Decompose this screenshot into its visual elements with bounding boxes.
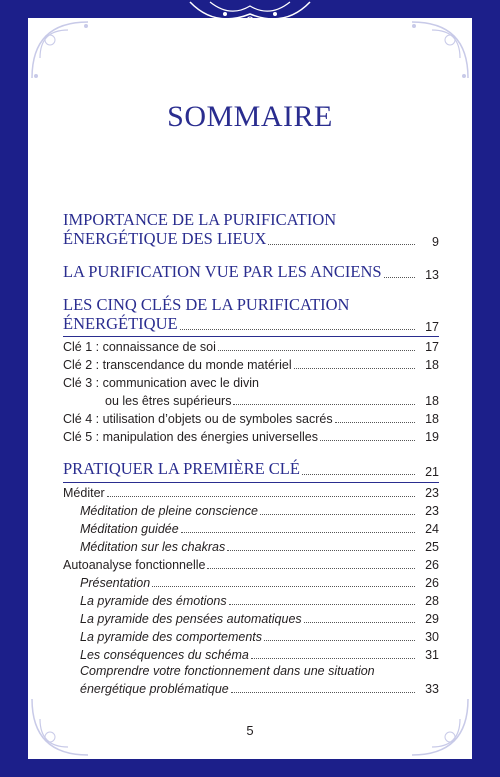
- section-title: LA PURIFICATION VUE PAR LES ANCIENS: [63, 262, 382, 281]
- dot-leader: [294, 367, 415, 369]
- toc-row[interactable]: [80, 682, 439, 696]
- toc-row[interactable]: [80, 594, 439, 608]
- dot-leader: [207, 567, 415, 569]
- toc-row[interactable]: [80, 648, 439, 662]
- toc-label: Méditation de pleine conscience: [80, 504, 258, 518]
- toc-row[interactable]: [63, 558, 439, 572]
- toc-label: Clé 4 : utilisation d’objets ou de symboles sacrés: [63, 412, 333, 426]
- page-ref: 23: [425, 486, 439, 500]
- toc-row[interactable]: [63, 340, 439, 354]
- toc-row[interactable]: [105, 394, 439, 408]
- dot-leader: [260, 513, 415, 515]
- section-title[interactable]: IMPORTANCE DE LA PURIFICATION: [63, 210, 337, 229]
- toc-row[interactable]: [80, 576, 439, 590]
- toc-section-row[interactable]: [63, 229, 439, 249]
- ornament-top-right-icon: [402, 18, 472, 88]
- toc-row[interactable]: [63, 358, 439, 372]
- dot-leader: [229, 603, 415, 605]
- section-title-continued: ÉNERGÉTIQUE: [63, 314, 178, 333]
- page-ref: 9: [432, 235, 439, 249]
- toc-row[interactable]: [63, 376, 439, 390]
- page-ref: 17: [425, 320, 439, 334]
- ornament-top-left-icon: [28, 18, 98, 88]
- toc-label: Présentation: [80, 576, 151, 590]
- page-ref: 30: [425, 630, 439, 644]
- dot-leader: [218, 349, 415, 351]
- toc-row[interactable]: [80, 522, 439, 536]
- dot-leader: [302, 473, 415, 475]
- page-ref: 33: [425, 682, 439, 696]
- toc-label: La pyramide des émotions: [80, 594, 227, 608]
- toc-label: ou les êtres supérieurs: [105, 394, 232, 408]
- page-ref: 21: [425, 465, 439, 479]
- dot-leader: [227, 549, 415, 551]
- page-ref: 23: [425, 504, 439, 518]
- toc-label: Clé 2 : transcendance du monde matériel: [63, 358, 292, 372]
- dot-leader: [304, 621, 415, 623]
- dot-leader: [251, 657, 415, 659]
- dot-leader: [264, 639, 415, 641]
- toc-label: Clé 1 : connaissance de soi: [63, 340, 216, 354]
- dot-leader: [107, 495, 415, 497]
- toc-row[interactable]: [63, 486, 439, 500]
- toc-label: Clé 3 : communication avec le divin: [63, 376, 259, 390]
- page-number: 5: [246, 723, 254, 738]
- dot-leader: [384, 276, 415, 278]
- section-rule: [63, 482, 439, 483]
- toc-row[interactable]: [63, 430, 439, 444]
- section-title[interactable]: LES CINQ CLÉS DE LA PURIFICATION: [63, 295, 350, 314]
- page-ref: 13: [425, 268, 439, 282]
- toc-label: La pyramide des comportements: [80, 630, 263, 644]
- page-ref: 18: [425, 394, 439, 408]
- dot-leader: [268, 243, 415, 245]
- toc-section-row[interactable]: [63, 314, 439, 334]
- page-ref: 18: [425, 412, 439, 426]
- toc-label: La pyramide des pensées automatiques: [80, 612, 302, 626]
- page-ref: 29: [425, 612, 439, 626]
- toc-label: Autoanalyse fonctionnelle: [63, 558, 206, 572]
- toc-row[interactable]: [80, 630, 439, 644]
- toc-label: Méditation guidée: [80, 522, 179, 536]
- page-ref: 28: [425, 594, 439, 608]
- toc-label: Comprendre votre fonctionnement dans une situation: [80, 664, 375, 678]
- toc-section-row[interactable]: [63, 262, 439, 282]
- dot-leader: [180, 328, 415, 330]
- page-ref: 26: [425, 558, 439, 572]
- dot-leader: [231, 691, 415, 693]
- ornament-top-icon: [180, 0, 320, 30]
- page-ref: 19: [425, 430, 439, 444]
- section-title-continued: ÉNERGÉTIQUE DES LIEUX: [63, 229, 267, 248]
- toc-label: énergétique problématique: [80, 682, 229, 696]
- toc-row[interactable]: [80, 504, 439, 518]
- page-ref: 17: [425, 340, 439, 354]
- toc-label: Les conséquences du schéma: [80, 648, 249, 662]
- dot-leader: [233, 403, 415, 405]
- page-ref: 31: [425, 648, 439, 662]
- page-title: SOMMAIRE: [167, 100, 333, 133]
- toc-label: Méditer: [63, 486, 105, 500]
- toc-row[interactable]: [80, 664, 439, 678]
- section-title: PRATIQUER LA PREMIÈRE CLÉ: [63, 459, 300, 478]
- toc-row[interactable]: [80, 540, 439, 554]
- section-rule: [63, 336, 439, 337]
- toc-label: Méditation sur les chakras: [80, 540, 226, 554]
- page-ref: 18: [425, 358, 439, 372]
- dot-leader: [181, 531, 415, 533]
- page-ref: 25: [425, 540, 439, 554]
- page-ref: 24: [425, 522, 439, 536]
- toc-label: Clé 5 : manipulation des énergies universelles: [63, 430, 319, 444]
- toc-row[interactable]: [63, 412, 439, 426]
- dot-leader: [320, 439, 415, 441]
- dot-leader: [335, 421, 415, 423]
- toc-section-row[interactable]: [63, 459, 439, 479]
- toc-row[interactable]: [80, 612, 439, 626]
- dot-leader: [152, 585, 415, 587]
- page-ref: 26: [425, 576, 439, 590]
